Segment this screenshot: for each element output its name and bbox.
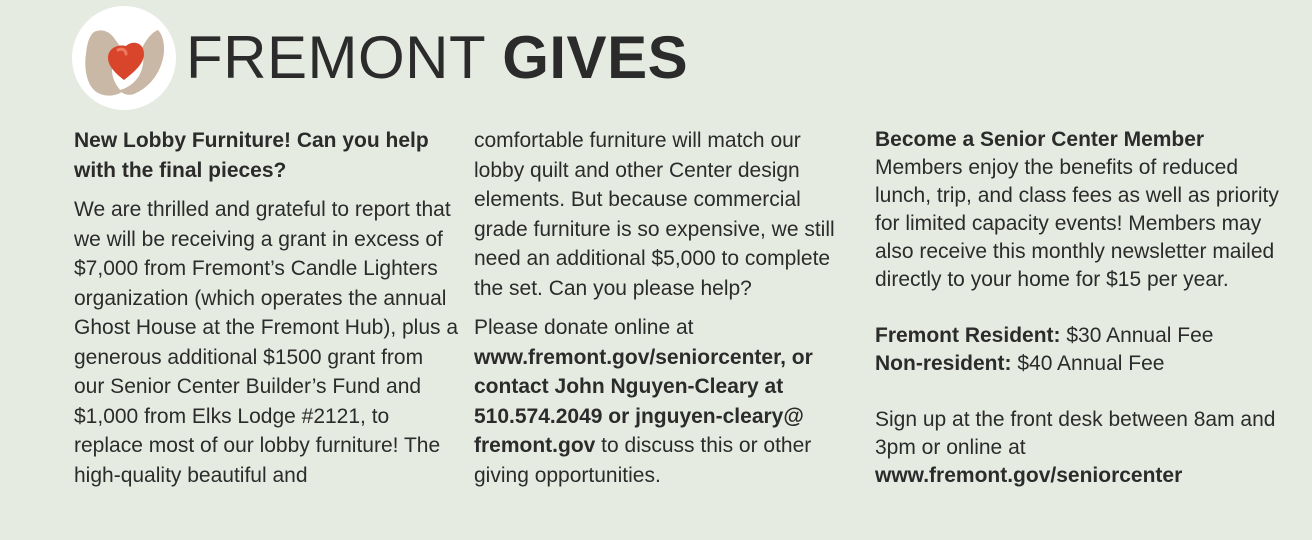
nonresident-label: Non-resident: (875, 352, 1012, 375)
nonresident-fee-line (875, 350, 1295, 378)
resident-fee: $30 Annual Fee (1060, 324, 1214, 347)
column-lobby-furniture (74, 126, 459, 490)
lobby-body-continued: comfortable furniture will match our lobby quilt and other Center design elements. But because commercial grade furniture is so expensive, we still need an additional $5,000 to complete the set. Can you please help? (474, 129, 835, 300)
hands-heart-icon (72, 6, 176, 110)
signup-link[interactable]: www.fremont.gov/seniorcenter (875, 464, 1183, 487)
page-title (186, 24, 689, 91)
title-light: FREMONT (186, 24, 503, 91)
membership-body: Members enjoy the benefits of reduced lunch, trip, and class fees as well as priority for limited capacity events! Members may also receive this monthly newsletter mailed directly to your home for $15 per year. (875, 156, 1279, 291)
donate-contact-link[interactable]: www.fremont.gov/seniorcenter, or contact John Nguyen-Cleary at 510.574.2049 or jnguyen-cleary@ fremont.gov (474, 345, 813, 457)
resident-label: Fremont Resident: (875, 324, 1061, 347)
donate-paragraph (474, 313, 854, 490)
donate-tail: to discuss this or other giving opportunities. (474, 434, 812, 487)
signup-paragraph (875, 406, 1295, 490)
column-membership (875, 126, 1295, 490)
signup-text: Sign up at the front desk between 8am and 3pm or online at (875, 408, 1276, 459)
lobby-body: We are thrilled and grateful to report that we will be receiving a grant in excess of $7,000 from Fremont’s Candle Lighters organization (which operates the annual Ghost House at the Fremont Hub), plus a generous additional $1500 grant from our Senior Center Builder’s Fund and $1,000 from Elks Lodge #2121, to replace most of our lobby furniture! The high-quality beautiful and (74, 198, 459, 487)
title-bold: GIVES (502, 24, 689, 91)
resident-fee-line (875, 322, 1295, 350)
nonresident-fee: $40 Annual Fee (1011, 352, 1165, 375)
membership-heading: Become a Senior Center Member (875, 128, 1205, 151)
header (72, 6, 688, 110)
donate-intro: Please donate online at (474, 316, 694, 339)
lobby-heading: New Lobby Furniture! Can you help with the final pieces? (74, 129, 429, 182)
column-donate (474, 126, 854, 490)
